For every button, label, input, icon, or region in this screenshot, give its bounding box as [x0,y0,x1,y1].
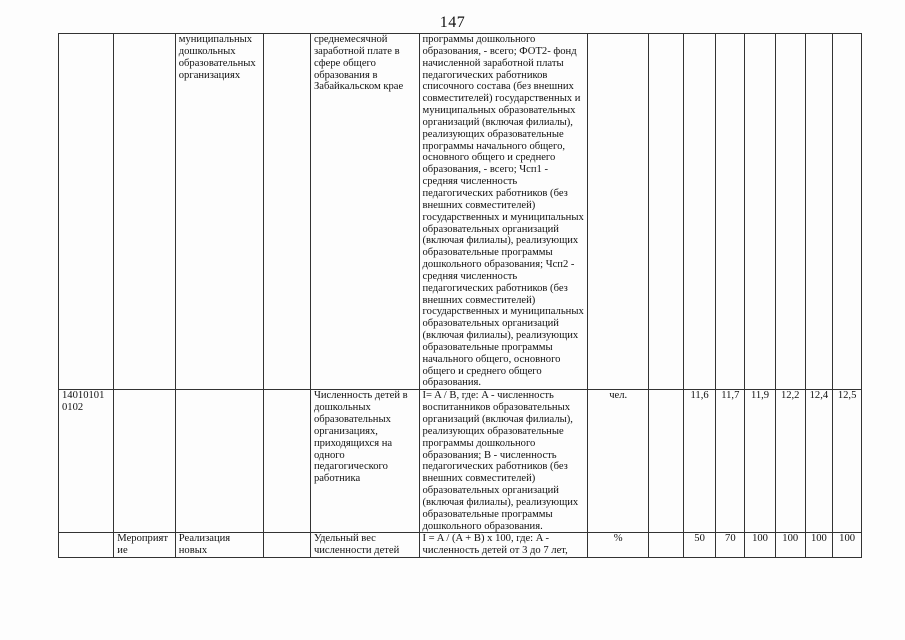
code-cell [59,533,114,558]
type-cell [114,34,175,390]
table-row [59,34,862,390]
blank-cell [263,390,310,533]
value-cell: 100 [775,533,805,558]
indicator-cell: Численность детей в дошкольных образовательных организациях, приходящихся на одного педагогического работника [310,390,419,533]
page-number: 147 [439,14,466,31]
value-cell [833,34,862,390]
code-cell [59,34,114,390]
formula-cell: I= A / B, где: A - численность воспитанников образовательных организаций (включая филиалы), реализующих образовательные программы дошкольного образования; B - численность педагогических работников (без внешних совместителей) образовательных организаций (включая филиалы), реализующих образовательные программы дошкольного образования. [419,390,588,533]
value-cell [775,34,805,390]
value-cell: 12,5 [833,390,862,533]
name-cell: муниципальных дошкольных образовательных организациях [175,34,263,390]
formula-cell: I = A / (A + B) х 100, где: A - численность детей от 3 до 7 лет, [419,533,588,558]
value-cell: 70 [716,533,745,558]
unit-cell [588,34,648,390]
value-cell: 11,9 [745,390,776,533]
unit-cell: % [588,533,648,558]
code-cell: 14010101 0102 [59,390,114,533]
value-cell: 11,7 [716,390,745,533]
base-value-cell [648,533,683,558]
table-row [59,533,862,558]
value-cell: 100 [745,533,776,558]
value-cell: 100 [833,533,862,558]
base-value-cell [648,390,683,533]
program-indicators-table [58,33,862,558]
name-cell [175,390,263,533]
name-cell: Реализация новых [175,533,263,558]
indicator-cell: Удельный вес численности детей [310,533,419,558]
blank-cell [263,34,310,390]
indicator-cell: среднемесячной заработной плате в сфере общего образования в Забайкальском крае [310,34,419,390]
type-cell: Мероприят ие [114,533,175,558]
value-cell [716,34,745,390]
value-cell [683,34,716,390]
formula-cell: программы дошкольного образования, - всего; ФОТ2- фонд начисленной заработной платы педагогических работников списочного состава (без внешних совместителей) государственных и муниципальных образовательных организаций (включая филиалы), реализующих образовательные программы начального общего, основного общего и среднего образования, - всего; Чсп1 - средняя численность педагогических работников (без внешних совместителей) государственных и муниципальных образовательных организаций (включая филиалы), реализующих образовательные программы дошкольного образования; Чсп2 - средняя численность педагогических работников (без внешних совместителей) государственных и муниципальных образовательных организаций (включая филиалы), реализующих образовательные программы начального общего, основного общего и среднего общего образования. [419,34,588,390]
value-cell: 11,6 [683,390,716,533]
table-row [59,390,862,533]
value-cell: 100 [805,533,833,558]
value-cell: 50 [683,533,716,558]
type-cell [114,390,175,533]
value-cell: 12,2 [775,390,805,533]
base-value-cell [648,34,683,390]
unit-cell: чел. [588,390,648,533]
value-cell: 12,4 [805,390,833,533]
value-cell [745,34,776,390]
value-cell [805,34,833,390]
blank-cell [263,533,310,558]
